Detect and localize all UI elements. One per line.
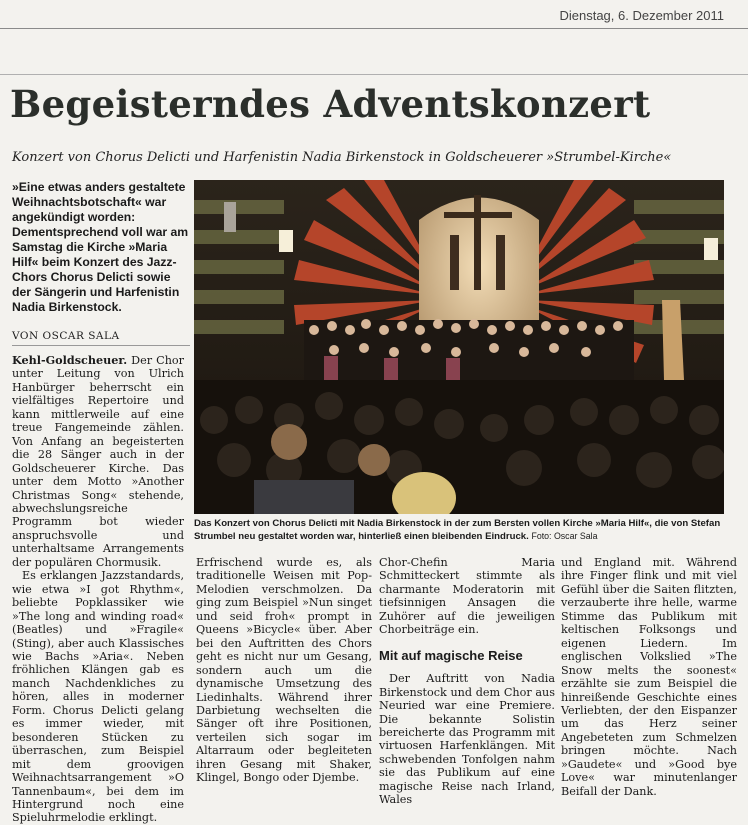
subheadline: Konzert von Chorus Delicti und Harfenistin Nadia Birkenstock in Goldscheuerer »Strumbel-Kirche«	[12, 150, 672, 165]
text-column-2	[196, 556, 372, 785]
dateline-place: Kehl-Goldscheuer.	[12, 353, 128, 367]
section-heading: Mit auf magische Reise	[379, 647, 523, 663]
paragraph-text: Der Chor unter Leitung von Ulrich Hanbürger beherrscht ein vielfältiges Repertoire und kann mittlerweile auf eine treue Fangemeinde zählen. Von Anfang an begeisterten die 28 Sänger auch in der Goldscheuerer Kirche. Das unter dem Motto »Another Christmas Song« stehende, abwechslungsreiche Programm bot wieder anspruchsvolle und unterhaltsame Arrangements der populären Chormusik.	[12, 354, 184, 569]
paragraph: Chor-Chefin Maria Schmitteckert stimmte als charmante Moderatorin mit tiefsinnigen Ansagen die Zuhörer auf die jeweiligen Chorbeiträge ein.	[379, 556, 555, 637]
photo-caption	[194, 518, 744, 543]
concert-photo	[194, 180, 724, 514]
paragraph	[12, 354, 184, 569]
issue-date: Dienstag, 6. Dezember 2011	[559, 8, 724, 23]
caption-text: Das Konzert von Chorus Delicti mit Nadia Birkenstock in der zum Bersten vollen Kirche »Maria Hilf«, die von Stefan Strumbel neu gestaltet worden war, hinterließ einen bleibenden Eindruck.	[194, 518, 721, 542]
paragraph: Erfrischend wurde es, als traditionelle Weisen mit Pop-Melodien verschmolzen. Da ging zum Beispiel »Nun singet und seid froh« prompt in Queens »Bicycle« über. Aber bei den Auftritten des Chors geht es nicht nur um Gesang, sondern auch um die dynamische Umsetzung des Liedinhalts. Während ihrer Darbietung wechselten die Sänger oft ihre Positionen, verteilen sich sogar im Altarraum oder begleiteten ihren Gesang mit Shaker, Klingel, Bongo oder Djembe.	[196, 556, 372, 785]
photo-credit: Foto: Oscar Sala	[531, 531, 598, 541]
lead-paragraph: »Eine etwas anders gestaltete Weihnachtsbotschaft« war angekündigt worden: Dementsprechend voll war am Samstag die Kirche »Maria Hilf« beim Konzert des Jazz-Chors Chorus Delicti sowie der Sängerin und Harfenistin Nadia Birkenstock.	[12, 180, 189, 314]
top-rule	[0, 28, 748, 29]
paragraph: Der Auftritt von Nadia Birkenstock und dem Chor aus Neuried war eine Premiere. Die bekannte Solistin bereicherte das Programm mit virtuosen Harfenklängen. Mit schwebenden Tonfolgen nahm sie das Publikum auf eine magische Reise nach Irland, Wales	[379, 672, 555, 807]
headline: Begeisterndes Adventskonzert	[10, 82, 651, 126]
text-column-4	[561, 556, 737, 798]
paragraph: Es erklangen Jazzstandards, wie etwa »I got Rhythm«, beliebte Popklassiker wie »The long and winding road« (Beatles) und »Fragile« (Sting), aber auch Klassisches wie Bachs »Aria«. Neben fröhlichen Klängen gab es manch Nachdenkliches zu hören, alles in moderner Form. Chorus Delicti gelang es immer wieder, mit besonderen Stücken zu überraschen, zum Beispiel mit dem groovigen Weihnachtsarrangement »O Tannenbaum«, bei dem im Hintergrund noch eine Spieluhrmelodie erklingt.	[12, 569, 184, 825]
paragraph: und England mit. Während ihre Finger flink und mit viel Gefühl über die Saiten flitzten, verzauberte ihre helle, warme Stimme das Publikum mit keltischen Folksongs und eigenen Liedern. Im englischen Volkslied »The Snow melts the soonest« erzählte sie zum Beispiel die hinreißende Geschichte eines Verliebten, der den Eispanzer um das Herz seiner Angebeteten zum Schmelzen bringen möchte. Nach »Gaudete« und »Good bye Love« war minutenlanger Beifall der Dank.	[561, 556, 737, 798]
text-column-3	[379, 556, 555, 807]
byline: VON OSCAR SALA	[12, 330, 190, 346]
church-concert-illustration	[194, 180, 724, 514]
section-rule	[0, 74, 748, 75]
text-column-1	[12, 354, 184, 825]
